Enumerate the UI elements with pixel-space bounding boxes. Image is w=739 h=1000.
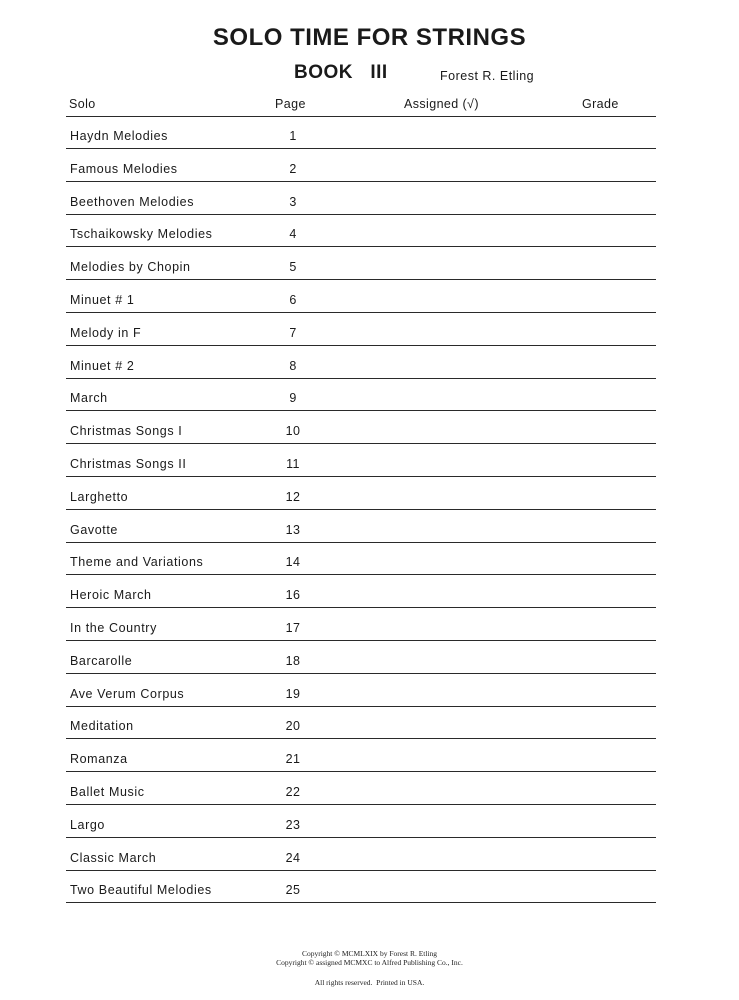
page-number: 17 — [285, 621, 301, 635]
page-number: 2 — [289, 161, 297, 176]
page-number: 4 — [289, 227, 297, 242]
table-row — [66, 706, 656, 739]
table-row — [66, 542, 656, 575]
page-number: 22 — [285, 785, 301, 799]
table-row — [66, 674, 656, 707]
solo-title: March — [70, 391, 108, 406]
column-header-solo: Solo — [69, 97, 96, 111]
page-number: 25 — [285, 883, 301, 898]
table-row — [66, 805, 656, 838]
solo-title: Theme and Variations — [70, 555, 204, 570]
page-number: 18 — [285, 653, 301, 668]
page-number: 10 — [285, 424, 301, 439]
table-row — [66, 772, 656, 805]
table-row — [66, 739, 656, 772]
page-number: 16 — [285, 588, 301, 603]
page-number: 7 — [289, 325, 297, 340]
solo-title: Melodies by Chopin — [70, 260, 191, 275]
table-row — [66, 280, 656, 313]
solo-title: Romanza — [70, 752, 128, 767]
page-title: SOLO TIME FOR STRINGS — [212, 24, 527, 51]
column-header-page: Page — [275, 97, 306, 111]
page-number: 20 — [285, 719, 301, 734]
column-header-assigned: Assigned (√) — [404, 97, 479, 111]
table-row — [66, 870, 656, 903]
page-number: 24 — [285, 850, 301, 865]
solo-title: Melody in F — [70, 325, 142, 340]
table-row — [66, 116, 656, 149]
page-number: 13 — [285, 522, 301, 537]
page-number: 21 — [285, 752, 301, 767]
table-row — [66, 247, 656, 280]
solo-title: Gavotte — [70, 522, 118, 537]
table-row — [66, 411, 656, 444]
solo-title: Famous Melodies — [70, 161, 178, 176]
solo-title: Ave Verum Corpus — [70, 686, 185, 701]
author-name: Forest R. Etling — [440, 69, 535, 83]
solo-title: Heroic March — [70, 588, 152, 603]
table-row — [66, 149, 656, 182]
table-row — [66, 608, 656, 641]
column-header-grade: Grade — [582, 97, 619, 111]
solo-title: Tschaikowsky Melodies — [70, 227, 213, 242]
table-row — [66, 313, 656, 346]
solo-title: Largo — [70, 817, 105, 832]
page-number: 6 — [289, 293, 297, 307]
page-number: 8 — [289, 358, 297, 373]
solo-title: Minuet # 1 — [70, 293, 135, 307]
page-number: 19 — [285, 686, 301, 701]
table-row — [66, 444, 656, 477]
solo-title: Christmas Songs II — [70, 457, 187, 471]
page-number: 1 — [289, 129, 297, 143]
table-row — [66, 182, 656, 215]
solo-title: Haydn Melodies — [70, 129, 169, 143]
solo-title: Classic March — [70, 850, 157, 865]
copyright-line-1: Copyright © MCMLXIX by Forest R. Etling — [301, 949, 438, 958]
solo-title: Beethoven Melodies — [70, 194, 195, 209]
page-number: 23 — [285, 817, 301, 832]
table-row — [66, 378, 656, 411]
table-row — [66, 346, 656, 379]
page-number: 9 — [289, 391, 297, 406]
table-row — [66, 214, 656, 247]
page-number: 5 — [289, 260, 297, 275]
table-row — [66, 477, 656, 510]
book-number: BOOK III — [294, 62, 388, 83]
table-row — [66, 641, 656, 674]
solo-title: Barcarolle — [70, 653, 133, 668]
page-number: 11 — [286, 457, 300, 471]
solo-title: In the Country — [70, 621, 157, 635]
table-row — [66, 575, 656, 608]
page-number: 3 — [289, 194, 297, 209]
row-rule — [66, 902, 656, 903]
solo-title: Minuet # 2 — [70, 358, 135, 373]
table-row — [66, 838, 656, 871]
solo-title: Two Beautiful Melodies — [70, 883, 212, 898]
solo-title: Larghetto — [70, 489, 129, 504]
page-number: 12 — [285, 489, 301, 504]
copyright-line-2: Copyright © assigned MCMXC to Alfred Publishing Co., Inc. — [276, 958, 463, 967]
table-row — [66, 510, 656, 543]
solo-title: Meditation — [70, 719, 134, 734]
solo-title: Ballet Music — [70, 785, 145, 799]
solo-title: Christmas Songs I — [70, 424, 183, 439]
rights-line: All rights reserved. Printed in USA. — [314, 978, 425, 987]
page-number: 14 — [285, 555, 301, 570]
